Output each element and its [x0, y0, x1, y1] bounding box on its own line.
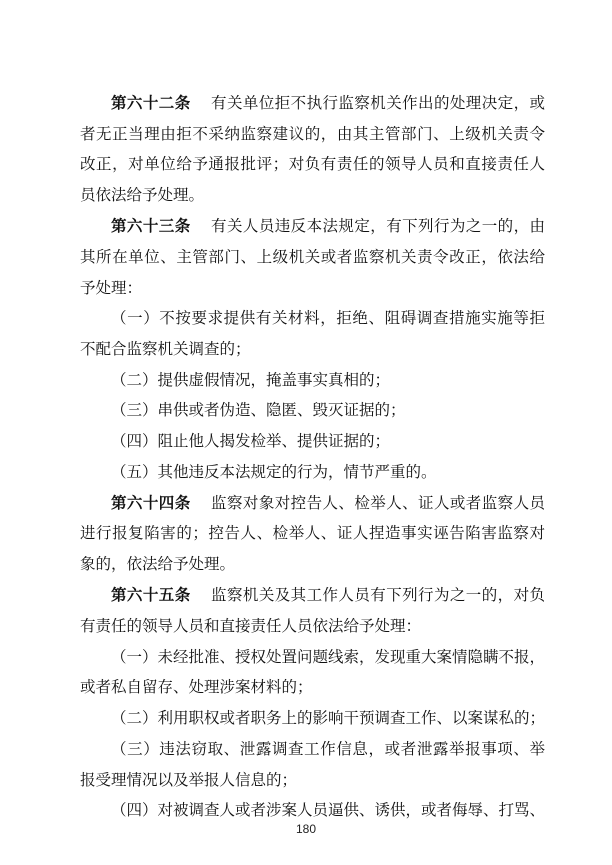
- list-item: （三）违法窃取、泄露调查工作信息，或者泄露举报事项、举: [111, 740, 545, 758]
- article-line: 第六十四条 监察对象对控告人、检举人、证人或者监察人员: [111, 494, 545, 512]
- page-number: 180: [295, 822, 317, 836]
- article-heading: 第六十二条: [111, 94, 191, 112]
- article-line: 第六十五条 监察机关及其工作人员有下列行为之一的，对负: [111, 586, 545, 604]
- list-item: （二）提供虚假情况，掩盖事实真相的；: [111, 371, 391, 389]
- article-heading: 第六十三条: [111, 217, 191, 235]
- list-item: 报受理情况以及举报人信息的；: [80, 771, 298, 789]
- list-item: 不配合监察机关调查的；: [80, 340, 251, 358]
- article-heading: 第六十五条: [111, 586, 191, 604]
- list-item: （五）其他违反本法规定的行为，情节严重的。: [111, 463, 437, 481]
- article-line: 象的，依法给予处理。: [80, 555, 236, 573]
- article-line: 改正，对单位给予通报批评；对负有责任的领导人员和直接责任人: [80, 155, 545, 173]
- article-line: 者无正当理由拒不采纳监察建议的，由其主管部门、上级机关责令: [80, 125, 545, 143]
- article-line: 第六十三条 有关人员违反本法规定，有下列行为之一的，由: [111, 217, 545, 235]
- article-line: 其所在单位、主管部门、上级机关或者监察机关责令改正，依法给: [80, 248, 545, 266]
- article-line: 予处理：: [80, 279, 143, 297]
- article-line: 第六十二条 有关单位拒不执行监察机关作出的处理决定，或: [111, 94, 545, 112]
- article-line: 有责任的领导人员和直接责任人员依法给予处理：: [80, 617, 422, 635]
- list-item: （一）不按要求提供有关材料，拒绝、阻碍调查措施实施等拒: [111, 309, 545, 327]
- article-heading: 第六十四条: [111, 494, 191, 512]
- list-item: （三）串供或者伪造、隐匿、毁灭证据的；: [111, 401, 406, 419]
- list-item: （二）利用职权或者职务上的影响干预调查工作、以案谋私的；: [111, 709, 546, 727]
- list-item: （四）阻止他人揭发检举、提供证据的；: [111, 432, 391, 450]
- list-item: （四）对被调查人或者涉案人员逼供、诱供，或者侮辱、打骂、: [111, 801, 546, 819]
- list-item: 或者私自留存、处理涉案材料的；: [80, 678, 313, 696]
- article-line: 员依法给予处理。: [80, 186, 205, 204]
- list-item: （一）未经批准、授权处置问题线索，发现重大案情隐瞒不报，: [111, 648, 546, 666]
- article-line: 进行报复陷害的；控告人、检举人、证人捏造事实诬告陷害监察对: [80, 524, 545, 542]
